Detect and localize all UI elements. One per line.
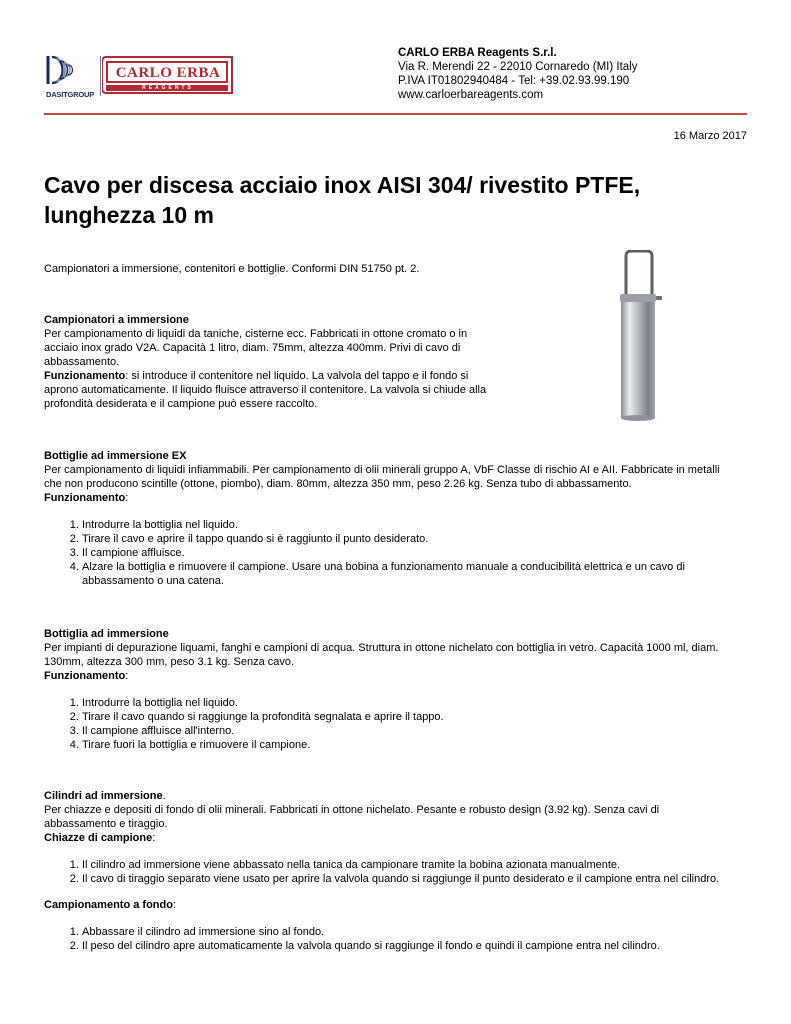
section-heading: Bottiglie ad immersione EX [44, 450, 187, 462]
carlo-erba-logo-text: CARLO ERBA [115, 65, 221, 81]
list-item: 3. Il campione affluisce. [82, 546, 734, 560]
section-function [44, 369, 504, 411]
section-heading: Cilindri ad immersione [44, 790, 163, 802]
section-function [44, 669, 734, 683]
function-text: : si introduce il contenitore nel liquido. La valvola del tappo e il fondo si aprono automaticamente. Il liquido fluisce attraverso il contenitore. La valvola si chiude alla profondità desiderata e il campione può essere raccolto. [44, 370, 487, 410]
chiazze-label: Chiazze di campione [44, 832, 153, 844]
function-label: Funzionamento [44, 670, 126, 682]
intro-text: Campionatori a immersione, contenitori e bottiglie. Conformi DIN 51750 pt. 2. [44, 263, 420, 275]
section-bottiglie-ex [44, 449, 734, 588]
section-function [44, 491, 734, 505]
list-item: 2. Tirare il cavo quando si raggiunge la profondità segnalata e aprire il tappo. [82, 710, 734, 724]
company-info [398, 46, 637, 102]
section-text: Per chiazze e depositi di fondo di olii minerali. Fabbricati in ottone nichelato. Pesante e robusto design (3.92 kg). Senza cavi di abbassamento e tiraggio. [44, 804, 660, 830]
section-heading: Bottiglia ad immersione [44, 628, 169, 640]
dasit-logo [44, 54, 100, 100]
logo-divider [100, 56, 101, 96]
carlo-erba-logo [102, 55, 238, 99]
fondo-label: Campionamento a fondo [44, 899, 173, 911]
function-suffix: : [125, 492, 129, 504]
title-line-1: Cavo per discesa acciaio inox AISI 304/ rivestito PTFE, [44, 172, 641, 198]
page-title [44, 170, 684, 230]
list-item: 4. Tirare fuori la bottiglia e rimuovere il campione. [82, 738, 734, 752]
list-item: 4. Alzare la bottiglia e rimuovere il campione. Usare una bobina a funzionamento manuale a conducibilità elettrica e un cavo di abbassamento o una catena. [82, 560, 734, 588]
fondo-suffix: : [172, 899, 177, 911]
fondo-steps-list [44, 925, 734, 953]
function-suffix: : [125, 670, 129, 682]
section-campionatori [44, 313, 504, 411]
list-item: 3. Il campione affluisce all'interno. [82, 724, 734, 738]
heading-suffix: . [162, 790, 166, 802]
dasit-wave-icon [44, 54, 100, 88]
section-heading: Campionatori a immersione [44, 314, 189, 326]
list-item: 1. Abbassare il cilindro ad immersione sino al fondo. [82, 925, 734, 939]
company-vat-phone: P.IVA IT01802940484 - Tel: +39.02.93.99.190 [398, 75, 630, 87]
header-divider [44, 113, 747, 115]
section-text: Per impianti di depurazione liquami, fanghi e campioni di acqua. Struttura in ottone nichelato con bottiglia in vetro. Capacità 1000 ml, diam. 130mm, altezza 300 mm, peso 3.1 kg. Senza cavo. [44, 642, 719, 668]
company-website[interactable]: www.carloerbareagents.com [398, 89, 544, 101]
list-item: 1. Introdurre la bottiglia nel liquido. [82, 696, 734, 710]
list-item: 1. Il cilindro ad immersione viene abbassato nella tanica da campionare tramite la bobina azionata manualmente. [82, 858, 734, 872]
section-cilindri [44, 789, 734, 953]
title-line-2: lunghezza 10 m [44, 202, 214, 228]
section-heading-line [44, 789, 734, 803]
section-text: Per campionamento di liquidi da taniche, cisterne ecc. Fabbricati in ottone cromato o in acciaio inox grado V2A. Capacità 1 litro, diam. 75mm, altezza 400mm. Privi di cavo di abbassamento. [44, 328, 468, 368]
dasit-logo-text: DASITGROUP [46, 90, 95, 99]
function-label: Funzionamento [44, 370, 126, 382]
company-name: CARLO ERBA Reagents S.r.l. [398, 47, 557, 59]
product-image [606, 250, 668, 422]
list-item: 2. Il peso del cilindro apre automaticamente la valvola quando si raggiunge il fondo e quindi il campione entra nel cilindro. [82, 939, 734, 953]
section-text: Per campionamento di liquidi infiammabili. Per campionamento di olii minerali gruppo A, VbF Classe di rischio AI e AII. Fabbricate in metalli che non producono scintille (ottone, piombo), diam. 80mm, altezza 350 mm, peso 2.26 kg. Senza tubo di abbassamento. [44, 464, 720, 490]
list-item: 2. Il cavo di tiraggio separato viene usato per aprire la valvola quando si raggiunge il punto desiderato e il campione entra nel cilindro. [82, 872, 734, 886]
document-date: 16 Marzo 2017 [673, 130, 747, 142]
list-item: 2. Tirare il cavo e aprire il tappo quando si è raggiunto il punto desiderato. [82, 532, 734, 546]
section-bottiglia [44, 627, 734, 752]
chiazze-steps-list [44, 858, 734, 886]
function-label: Funzionamento [44, 492, 126, 504]
list-item: 1. Introdurre la bottiglia nel liquido. [82, 518, 734, 532]
carlo-erba-logo-subtext: REAGENTS [142, 85, 194, 91]
steps-list [44, 696, 734, 752]
fondo-heading-line [44, 898, 734, 912]
chiazze-heading-line [44, 831, 734, 845]
chiazze-suffix: : [152, 832, 156, 844]
steps-list [44, 518, 734, 588]
company-address: Via R. Merendi 22 - 22010 Cornaredo (MI) Italy [398, 61, 638, 73]
